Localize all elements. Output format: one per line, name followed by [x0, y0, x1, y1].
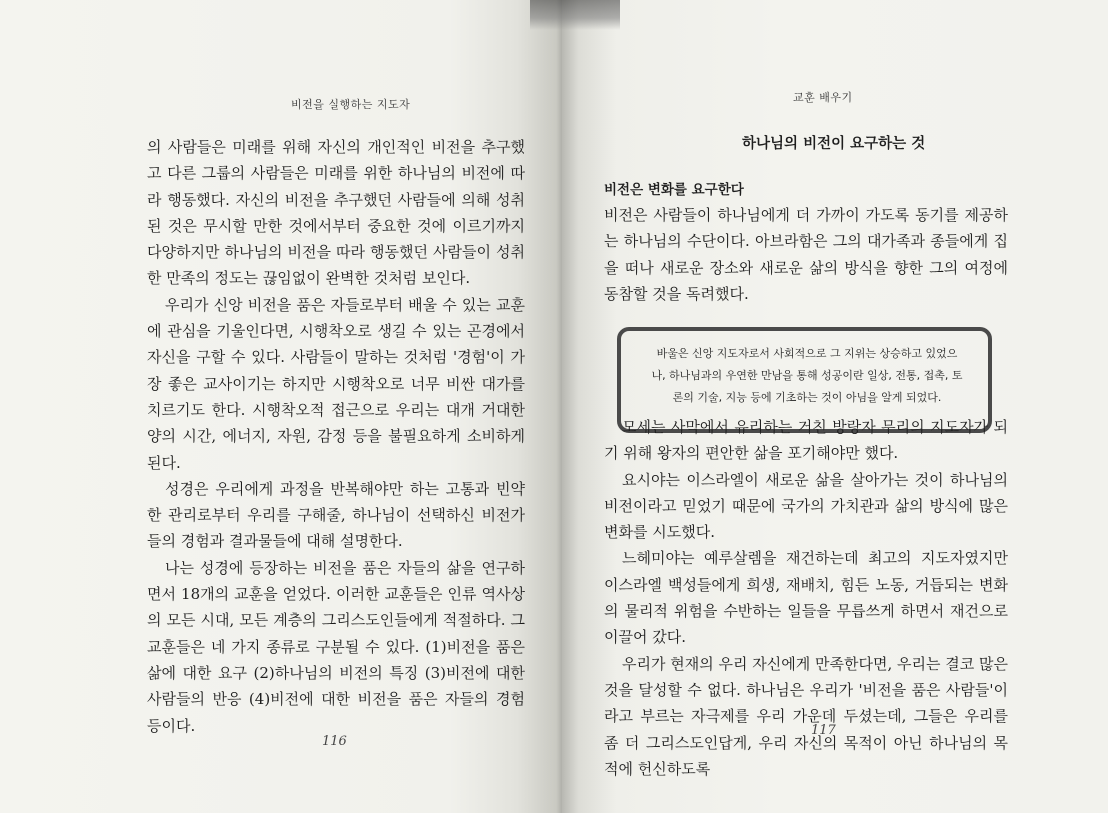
paragraph: 요시야는 이스라엘이 새로운 삶을 살아가는 것이 하나님의 비전이라고 믿었기 때문에 국가의 가치관과 삶의 방식에 많은 변화를 시도했다. — [604, 470, 1008, 542]
paragraph: 우리가 신앙 비전을 품은 자들로부터 배울 수 있는 교훈에 관심을 기울인다면, 시행착오로 생길 수 있는 곤경에서 자신을 구할 수 있다. 사람들이 말하는 것처럼 '경험'이 가장 좋은 교사이기는 하지만 시행착오로 너무 비싼 대가를 치르기도 한다. 시행착오적 접근으로 우리는 대개 거대한 양의 시간, 에너지, 자원, 감정 등을 불필요하게 소비하게 된다. — [147, 295, 525, 472]
callout-line: 나, 하나님과의 우연한 만남을 통해 성공이란 일상, 전통, 접촉, 토 — [651, 369, 963, 382]
paragraph: 우리가 현재의 우리 자신에게 만족한다면, 우리는 결코 많은 것을 달성할 수 없다. 하나님은 우리가 '비전을 품은 사람들'이라고 부르는 자극제를 우리 가운데 두셨는데, 그들은 우리를 좀 더 그리스도인답게, 우리 자신의 목적이 아닌 하나님의 목적에 헌신하도록 — [604, 654, 1008, 778]
right-page — [562, 0, 1108, 813]
paragraph: 느헤미야는 예루살렘을 재건하는데 최고의 지도자였지만 이스라엘 백성들에게 희생, 재배치, 힘든 노동, 거듭되는 변화의 물리적 위험을 수반하는 일들을 무릅쓰게 하면서 재건으로 이끌어 갔다. — [604, 549, 1008, 647]
running-header: 비전을 실행하는 지도자 — [291, 98, 411, 111]
paragraph: 비전은 사람들이 하나님에게 더 가까이 가도록 동기를 제공하는 하나님의 수단이다. 아브라함은 그의 대가족과 종들에게 집을 떠나 새로운 장소와 새로운 삶의 방식을 향한 그의 여정에 동참할 것을 독려했다. — [604, 206, 1008, 303]
body-text — [147, 134, 525, 739]
callout-line: 바울은 신앙 지도자로서 사회적으로 그 지위는 상승하고 있었으 — [656, 347, 958, 360]
section-subtitle: 비전은 변화를 요구한다 — [604, 182, 744, 198]
paragraph: 성경은 우리에게 과정을 반복해야만 하는 고통과 빈약한 관리로부터 우리를 구해줄, 하나님이 선택하신 비전가들의 경험과 결과물들에 대해 설명한다. — [147, 479, 525, 551]
body-text-top — [604, 202, 1008, 307]
paragraph: 의 사람들은 미래를 위해 자신의 개인적인 비전을 추구했고 다른 그룹의 사람들은 미래를 위한 하나님의 비전에 따라 행동했다. 자신의 비전을 추구했던 사람들에 의해 성취된 것은 무시할 만한 것에서부터 중요한 것에 이르기까지 다양하지만 하나님의 비전을 따라 행동했던 사람들이 성취한 만족의 정도는 끊임없이 완벽한 것처럼 보인다. — [147, 138, 525, 288]
paragraph: 나는 성경에 등장하는 비전을 품은 자들의 삶을 연구하면서 18개의 교훈을 얻었다. 이러한 교훈들은 인류 역사상의 모든 시대, 모든 계층의 그리스도인들에게 적절하다. 그 교훈들은 네 가지 종류로 구분될 수 있다. (1)비전을 품은 삶에 대한 요구 (2)하나님의 비전의 특징 (3)비전에 대한 사람들의 반응 (4)비전에 대한 비전을 품은 자들의 경험 등이다. — [147, 558, 525, 735]
body-text-bottom — [604, 414, 1008, 782]
paragraph: 모세는 사막에서 유리하는 거친 방랑자 무리의 지도자가 되기 위해 왕자의 편안한 삶을 포기해야만 했다. — [604, 418, 1008, 463]
section-title: 하나님의 비전이 요구하는 것 — [742, 136, 926, 152]
page-number: 116 — [322, 734, 347, 749]
page-number: 117 — [811, 723, 836, 738]
running-header: 교훈 배우기 — [793, 91, 853, 104]
binding-shadow — [530, 0, 620, 30]
callout-line: 론의 기술, 지능 등에 기초하는 것이 아님을 알게 되었다. — [672, 391, 942, 404]
callout-text — [642, 343, 972, 409]
